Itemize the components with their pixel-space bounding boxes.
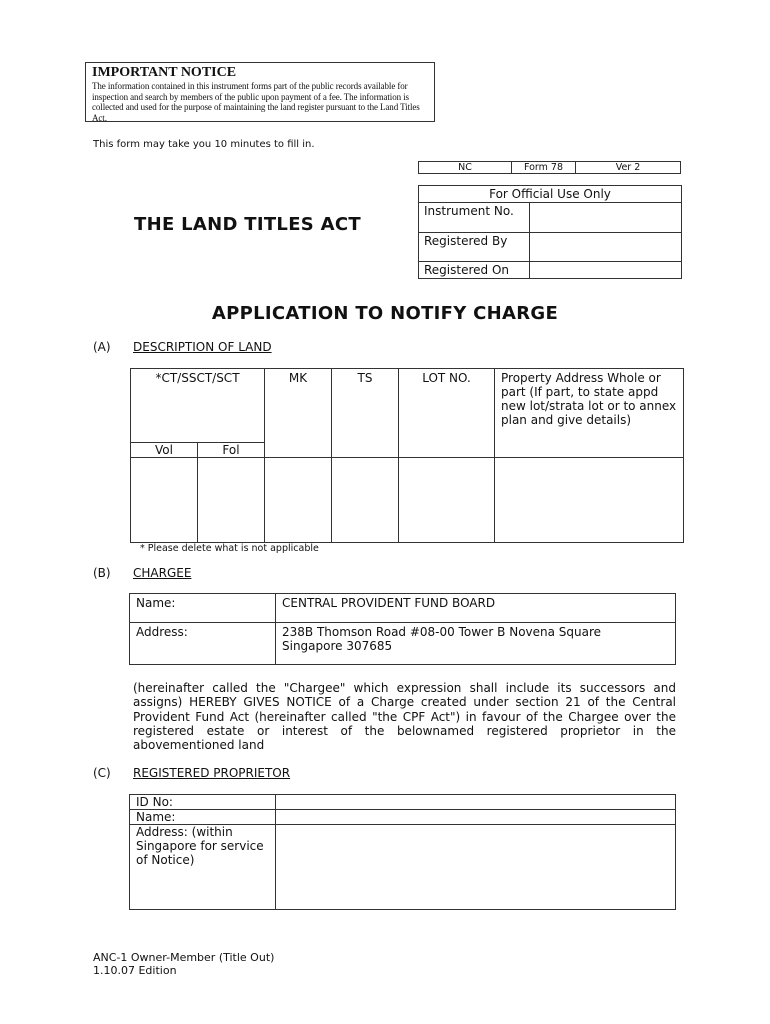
instrument-no-label: Instrument No. <box>419 203 530 233</box>
act-title: THE LAND TITLES ACT <box>134 214 361 235</box>
delete-footnote: * Please delete what is not applicable <box>140 543 319 554</box>
chargee-address-line1: 238B Thomson Road #08-00 Tower B Novena Square <box>282 625 602 639</box>
chargee-name-label: Name: <box>130 594 276 623</box>
application-title: APPLICATION TO NOTIFY CHARGE <box>211 303 559 324</box>
proprietor-id-label: ID No: <box>130 795 276 810</box>
registered-by-label: Registered By <box>419 233 530 262</box>
mk-cell <box>265 458 332 543</box>
proprietor-name-field <box>276 810 676 825</box>
ts-cell <box>332 458 399 543</box>
instrument-no-field <box>530 203 682 233</box>
chargee-address-label: Address: <box>130 623 276 665</box>
land-description-table <box>130 368 684 543</box>
notice-title: IMPORTANT NOTICE <box>92 65 237 80</box>
proprietor-id-field <box>276 795 676 810</box>
time-note: This form may take you 10 minutes to fill in. <box>93 139 315 150</box>
lot-no-header: LOT NO. <box>399 369 495 458</box>
registered-by-field <box>530 233 682 262</box>
notice-body: The information contained in this instrument forms part of the public records available for inspection and search by members of the public upon payment of a fee. The information is collected and used for the purpose of maintaining the land register pursuant to the Land Titles Act. <box>92 81 420 123</box>
footer-form-name: ANC-1 Owner-Member (Title Out) <box>93 951 275 964</box>
footer <box>93 951 274 977</box>
proprietor-address-field <box>276 825 676 910</box>
version-cell: Ver 2 <box>576 162 681 174</box>
property-address-header: Property Address Whole or part (If part, to state appd new lot/strata lot or to annex plan and give details) <box>495 369 684 458</box>
chargee-address-value <box>276 623 676 665</box>
footer-edition: 1.10.07 Edition <box>93 964 177 977</box>
chargee-paragraph: (hereinafter called the "Chargee" which expression shall include its successors and assigns) HEREBY GIVES NOTICE of a Charge created under section 21 of the Central Provident Fund Act (hereinafter called "the CPF Act") in favour of the Chargee over the registered estate or interest of the belownamed registered proprietor in the abovementioned land <box>133 681 676 753</box>
nc-cell: NC <box>419 162 512 174</box>
ct-ssct-sct-header: *CT/SSCT/SCT <box>131 369 265 443</box>
proprietor-name-label: Name: <box>130 810 276 825</box>
vol-header: Vol <box>131 443 198 458</box>
form-number-cell: Form 78 <box>512 162 576 174</box>
section-c-heading: REGISTERED PROPRIETOR <box>133 766 291 780</box>
official-use-heading: For Official Use Only <box>419 186 682 203</box>
registered-on-label: Registered On <box>419 262 530 279</box>
form-code-table <box>418 161 681 174</box>
property-address-cell <box>495 458 684 543</box>
chargee-table <box>129 593 676 665</box>
important-notice <box>85 62 435 122</box>
vol-cell <box>131 458 198 543</box>
proprietor-table <box>129 794 676 910</box>
section-a-letter: (A) <box>93 340 111 354</box>
section-a-heading: DESCRIPTION OF LAND <box>133 340 272 354</box>
fol-header: Fol <box>198 443 265 458</box>
lot-no-cell <box>399 458 495 543</box>
section-b-letter: (B) <box>93 566 111 580</box>
fol-cell <box>198 458 265 543</box>
mk-header: MK <box>265 369 332 458</box>
official-use-table <box>418 185 682 279</box>
section-c-letter: (C) <box>93 766 111 780</box>
registered-on-field <box>530 262 682 279</box>
chargee-name-value: CENTRAL PROVIDENT FUND BOARD <box>276 594 676 623</box>
chargee-address-line2: Singapore 307685 <box>282 639 393 653</box>
section-b-heading: CHARGEE <box>133 566 192 580</box>
proprietor-address-label: Address: (within Singapore for service of Notice) <box>130 825 276 910</box>
ts-header: TS <box>332 369 399 458</box>
